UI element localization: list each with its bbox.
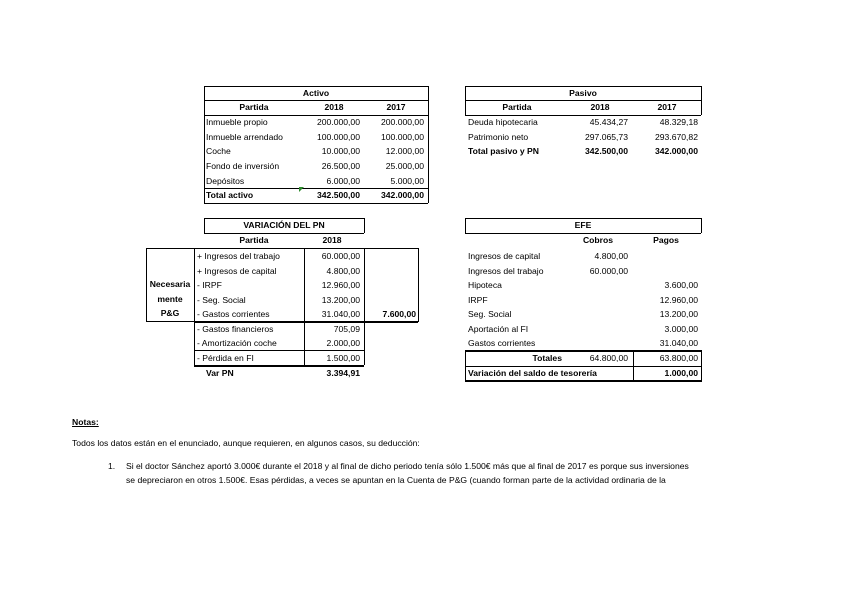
- pasivo-row-2017: 293.670,82: [654, 132, 698, 142]
- activo-total-label: Total activo: [206, 190, 254, 200]
- variacion-total-label: Var PN: [206, 368, 234, 378]
- efe-header-pagos: Pagos: [653, 235, 679, 245]
- pasivo-row-2018: 45.434,27: [589, 117, 628, 127]
- notes-intro: Todos los datos están en el enunciado, aunque requieren, en algunos casos, su deducción:: [72, 438, 420, 448]
- pasivo-total-2017: 342.000,00: [654, 146, 698, 156]
- variacion-row-value: 12.960,00: [321, 280, 360, 290]
- variacion-row-value: 31.040,00: [321, 309, 360, 319]
- efe-row-label: Ingresos del trabajo: [468, 266, 544, 276]
- activo-row-2017: 200.000,00: [380, 117, 424, 127]
- notes-item-number: 1.: [108, 461, 116, 471]
- activo-row-2017: 25.000,00: [385, 161, 424, 171]
- efe-title: EFE: [574, 220, 592, 230]
- efe-row-pagos: 12.960,00: [659, 295, 698, 305]
- activo-row-label: Depósitos: [206, 176, 245, 186]
- activo-row-2018: 6.000,00: [326, 176, 360, 186]
- group-label-line2: mente: [157, 294, 183, 304]
- activo-header-2017: 2017: [386, 102, 406, 112]
- efe-header-cobros: Cobros: [582, 235, 614, 245]
- variacion-row-value: 2.000,00: [326, 338, 360, 348]
- variacion-row-value: 13.200,00: [321, 295, 360, 305]
- efe-totals-pagos: 63.800,00: [659, 353, 698, 363]
- efe-variation-value: 1.000,00: [664, 368, 698, 378]
- variacion-row-value: 60.000,00: [321, 251, 360, 261]
- pasivo-row-2017: 48.329,18: [659, 117, 698, 127]
- variacion-row-label: + Ingresos de capital: [197, 266, 277, 276]
- variacion-row-label: - Seg. Social: [197, 295, 246, 305]
- activo-row-2018: 200.000,00: [316, 117, 360, 127]
- efe-row-label: Ingresos de capital: [468, 251, 541, 261]
- efe-row-label: Aportación al FI: [468, 324, 529, 334]
- activo-row-2017: 5.000,00: [390, 176, 424, 186]
- variacion-title: VARIACIÓN DEL PN: [243, 220, 325, 230]
- cell-flag-icon: [299, 187, 304, 192]
- pasivo-header-2017: 2017: [657, 102, 677, 112]
- variacion-header-partida: Partida: [239, 235, 269, 245]
- pasivo-title: Pasivo: [569, 88, 597, 98]
- variacion-row-label: - IRPF: [197, 280, 222, 290]
- pasivo-total-2018: 342.500,00: [584, 146, 628, 156]
- variacion-row-label: - Pérdida en FI: [197, 353, 254, 363]
- efe-row-pagos: 3.000,00: [664, 324, 698, 334]
- activo-total-2018: 342.500,00: [316, 190, 360, 200]
- pasivo-total-label: Total pasivo y PN: [468, 146, 539, 156]
- activo-row-2017: 100.000,00: [380, 132, 424, 142]
- efe-totals-label: Totales: [532, 353, 562, 363]
- variacion-row-label: - Amortización coche: [197, 338, 277, 348]
- group-label-line3: P&G: [160, 308, 180, 318]
- variacion-row-value: 1.500,00: [326, 353, 360, 363]
- efe-row-cobros: 4.800,00: [594, 251, 628, 261]
- activo-row-label: Inmueble arrendado: [206, 132, 283, 142]
- variacion-total-value: 3.394,91: [326, 368, 360, 378]
- efe-row-pagos: 31.040,00: [659, 338, 698, 348]
- notes-heading: Notas:: [72, 417, 99, 427]
- efe-row-label: IRPF: [468, 295, 488, 305]
- pasivo-row-label: Patrimonio neto: [468, 132, 529, 142]
- notes-item-line2: se depreciaron en otros 1.500€. Esas pérdidas, a veces se apuntan en la Cuenta de P&G (cuando forman parte de la actividad ordinaria de la: [126, 475, 666, 485]
- pasivo-row-label: Deuda hipotecaria: [468, 117, 538, 127]
- activo-row-2018: 10.000,00: [321, 146, 360, 156]
- variacion-row-label: - Gastos corrientes: [197, 309, 270, 319]
- activo-header-partida: Partida: [239, 102, 269, 112]
- variacion-subtotal: 7.600,00: [382, 309, 416, 319]
- pasivo-header-partida: Partida: [502, 102, 532, 112]
- efe-row-cobros: 60.000,00: [589, 266, 628, 276]
- variacion-row-label: - Gastos financieros: [197, 324, 274, 334]
- efe-row-label: Hipoteca: [468, 280, 502, 290]
- variacion-row-label: + Ingresos del trabajo: [197, 251, 280, 261]
- efe-row-label: Gastos corrientes: [468, 338, 536, 348]
- activo-row-2018: 100.000,00: [316, 132, 360, 142]
- activo-row-label: Inmueble propio: [206, 117, 268, 127]
- efe-variation-label: Variación del saldo de tesorería: [468, 368, 597, 378]
- activo-row-label: Coche: [206, 146, 231, 156]
- notes-item-line1: Si el doctor Sánchez aportó 3.000€ durante el 2018 y al final de dicho periodo tenía sólo 1.500€ más que al final de 2017 es porque sus inversiones: [126, 461, 689, 471]
- variacion-row-value: 4.800,00: [326, 266, 360, 276]
- activo-row-label: Fondo de inversión: [206, 161, 280, 171]
- efe-row-pagos: 3.600,00: [664, 280, 698, 290]
- variacion-row-value: 705,09: [333, 324, 360, 334]
- pasivo-header-2018: 2018: [590, 102, 610, 112]
- efe-totals-cobros: 64.800,00: [589, 353, 628, 363]
- group-label-line1: Necesaria: [149, 279, 191, 289]
- efe-row-pagos: 13.200,00: [659, 309, 698, 319]
- efe-row-label: Seg. Social: [468, 309, 512, 319]
- activo-row-2018: 26.500,00: [321, 161, 360, 171]
- activo-title: Activo: [302, 88, 330, 98]
- variacion-header-2018: 2018: [322, 235, 342, 245]
- pasivo-row-2018: 297.065,73: [584, 132, 628, 142]
- activo-row-2017: 12.000,00: [385, 146, 424, 156]
- activo-total-2017: 342.000,00: [380, 190, 424, 200]
- activo-header-2018: 2018: [324, 102, 344, 112]
